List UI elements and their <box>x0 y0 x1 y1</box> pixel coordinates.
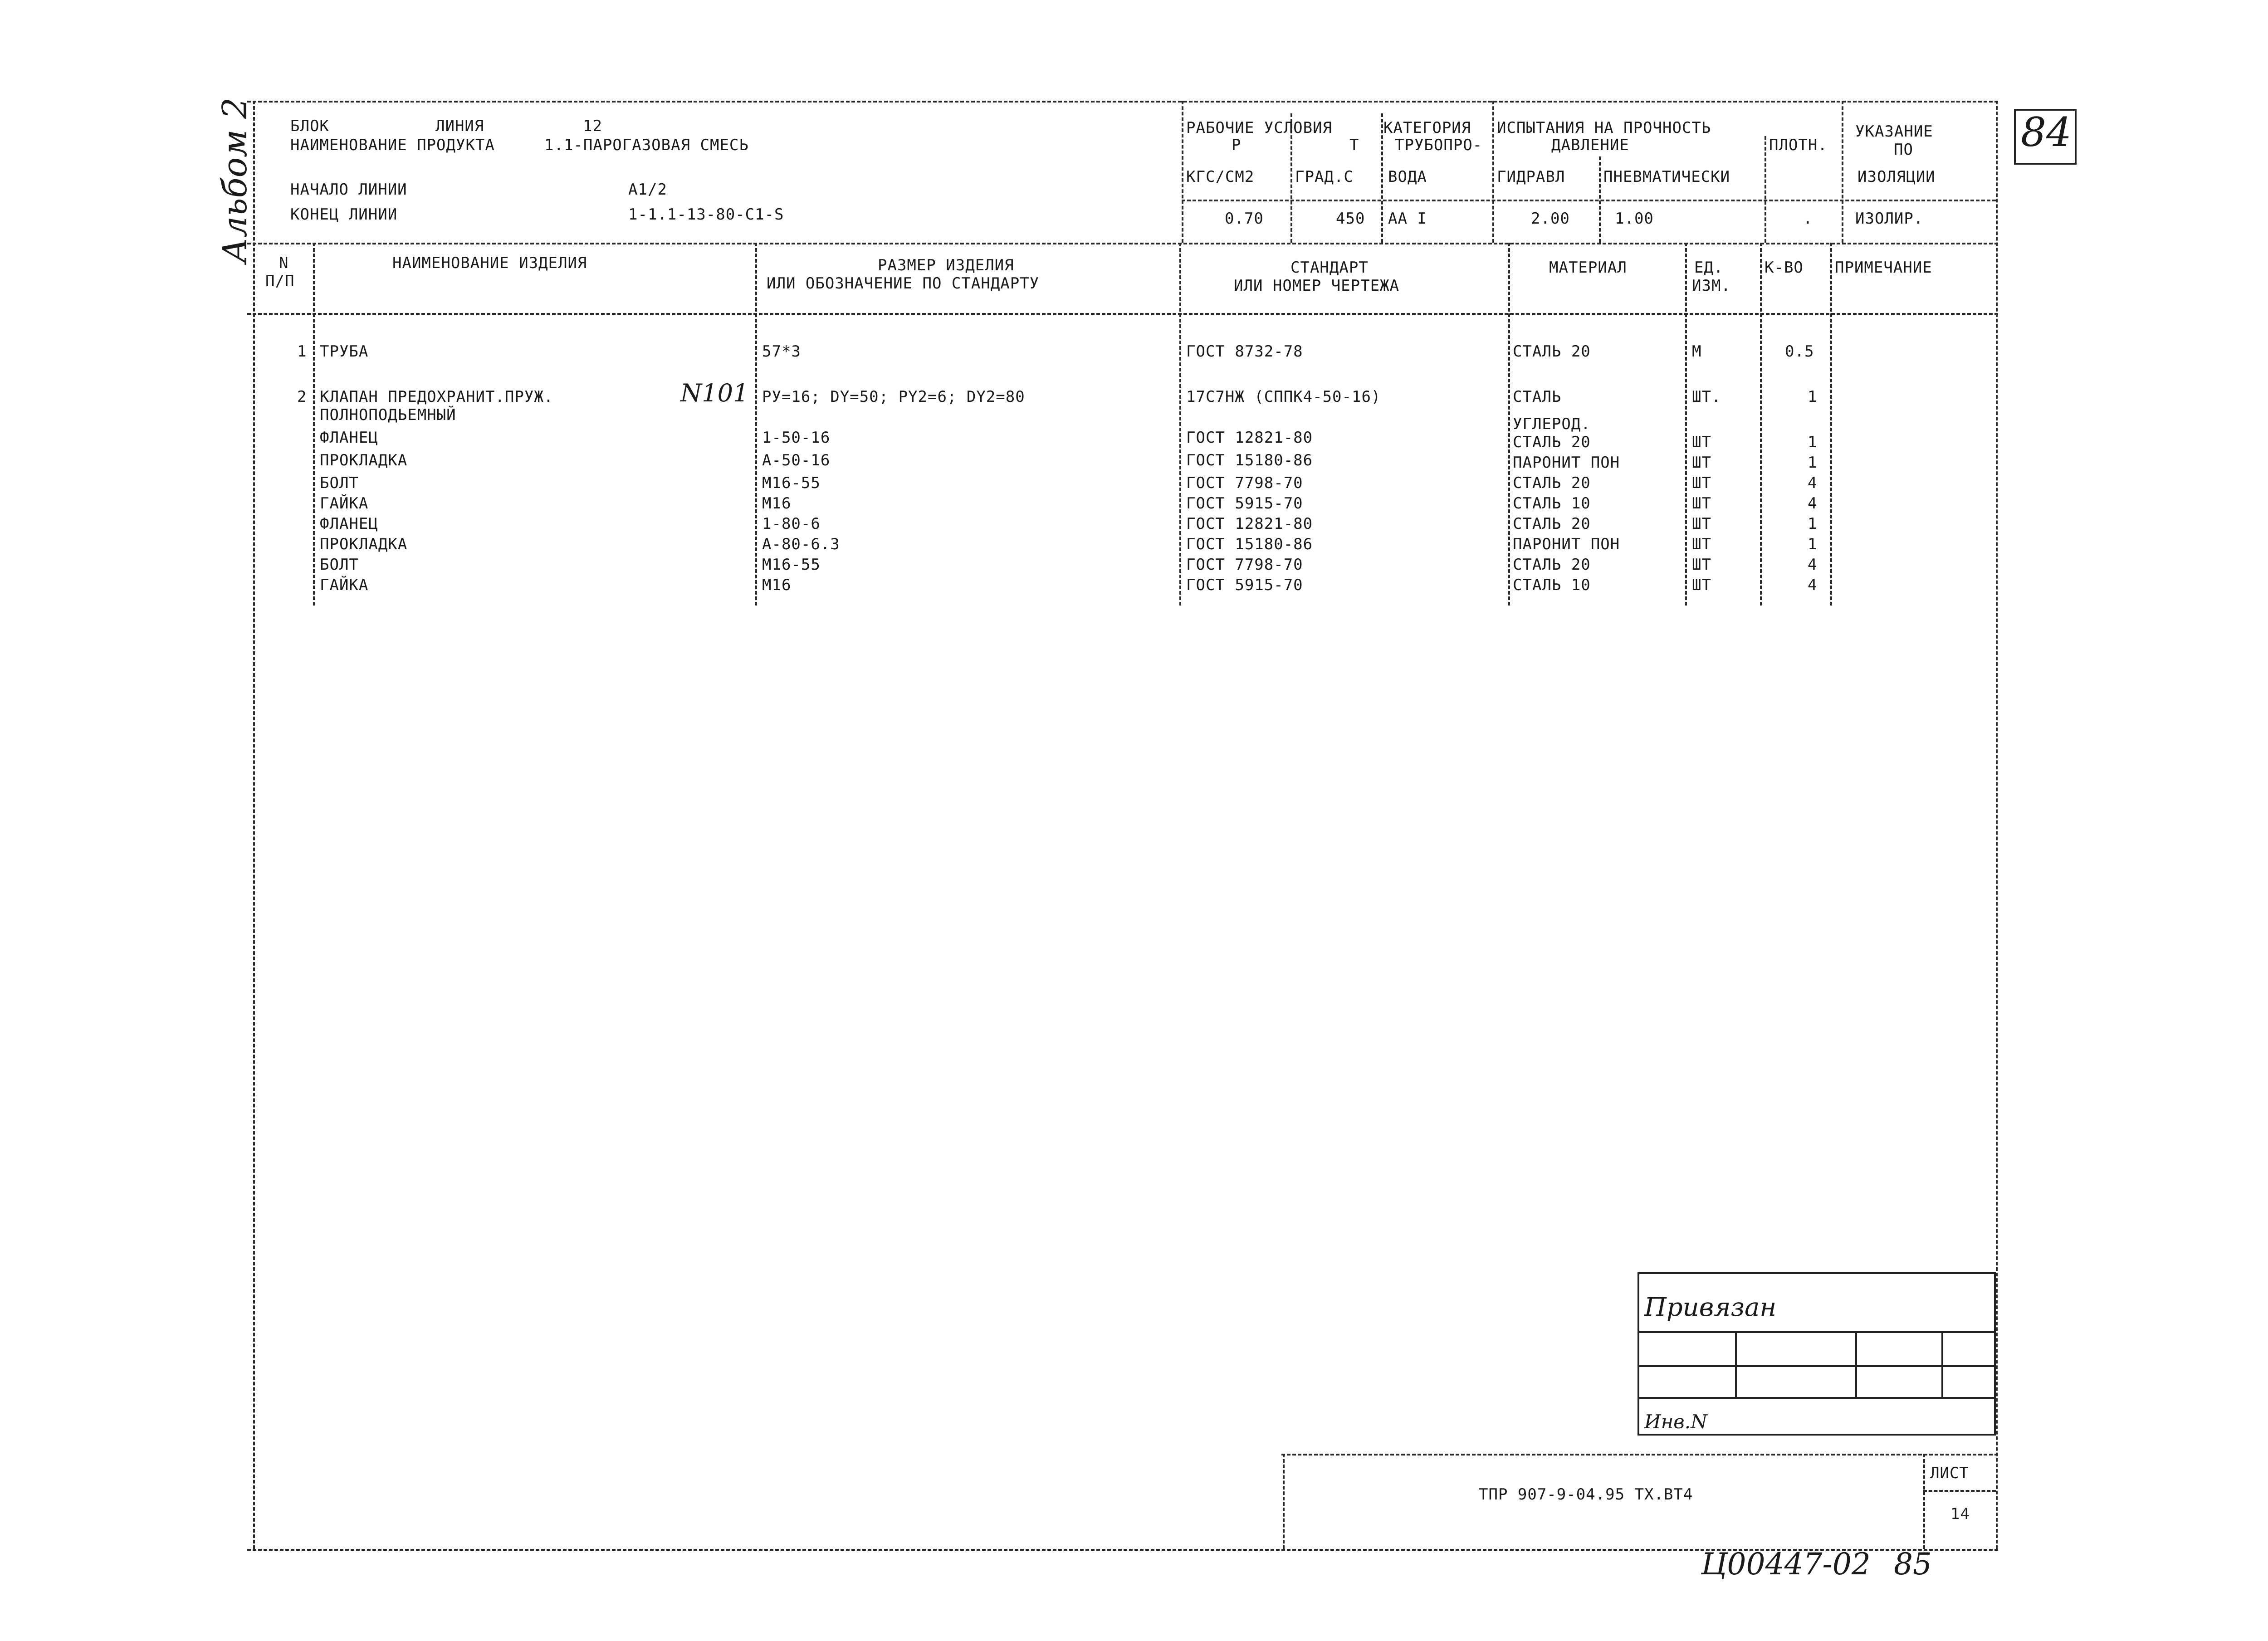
row-material: СТАЛЬ 20 <box>1513 515 1591 533</box>
row-material: СТАЛЬ 20 <box>1513 556 1591 574</box>
row-name: ГАЙКА <box>320 576 369 594</box>
row-unit: ШТ <box>1692 576 1711 594</box>
row-std: ГОСТ 8732-78 <box>1186 342 1303 361</box>
stamp-line-3 <box>1637 1397 1996 1399</box>
row-std: ГОСТ 15180-86 <box>1186 535 1313 553</box>
col-qty: К-ВО <box>1765 259 1804 277</box>
product-value: 1.1-ПАРОГАЗОВАЯ СМЕСЬ <box>544 136 749 154</box>
col-div-std <box>1508 243 1510 606</box>
row-size: М16-55 <box>762 474 821 492</box>
col-std-2: ИЛИ НОМЕР ЧЕРТЕЖА <box>1234 277 1399 295</box>
row-qty: 0.5 <box>1785 342 1814 361</box>
col-div-size <box>1179 243 1181 606</box>
row-unit: М <box>1692 342 1702 361</box>
row-qty: 1 <box>1808 388 1818 406</box>
stamp-sheet-left <box>1923 1454 1925 1549</box>
row-qty: 4 <box>1808 556 1818 574</box>
row-std: ГОСТ 5915-70 <box>1186 576 1303 594</box>
col-div-mat <box>1685 243 1687 606</box>
row-name: ГАЙКА <box>320 494 369 513</box>
line-value: 12 <box>583 117 602 135</box>
row-std: ГОСТ 12821-80 <box>1186 429 1313 447</box>
insulation-value: ИЗОЛИР. <box>1855 210 1924 228</box>
sheet-number-bottom: 85 <box>1894 1547 1932 1582</box>
row-std: ГОСТ 12821-80 <box>1186 515 1313 533</box>
hdr-div-ins <box>1842 101 1843 243</box>
row-unit: ШТ <box>1692 433 1711 451</box>
row-size: 1-50-16 <box>762 429 831 447</box>
start-value: А1/2 <box>628 181 667 199</box>
p-unit: КГС/СМ2 <box>1186 168 1255 186</box>
col-size-1: РАЗМЕР ИЗДЕЛИЯ <box>878 256 1014 274</box>
start-label: НАЧАЛО ЛИНИИ <box>290 181 407 199</box>
stamp-inv-label: Инв.N <box>1644 1411 1707 1433</box>
row-size: М16-55 <box>762 556 821 574</box>
row-material: ПАРОНИТ ПОН <box>1513 454 1620 472</box>
row-material: СТАЛЬ <box>1513 388 1562 406</box>
row-name: КЛАПАН ПРЕДОХРАНИТ.ПРУЖ. <box>320 388 554 406</box>
row-name: ПРОКЛАДКА <box>320 451 408 469</box>
work-cond-title: РАБОЧИЕ УСЛОВИЯ <box>1186 119 1333 137</box>
p-label: Р <box>1232 136 1242 154</box>
row-size: А-80-6.3 <box>762 535 840 553</box>
row-name: ПРОКЛАДКА <box>320 535 408 553</box>
row-std: ГОСТ 5915-70 <box>1186 494 1303 513</box>
row-material: ПАРОНИТ ПОН <box>1513 535 1620 553</box>
row-name: ФЛАНЕЦ <box>320 429 378 447</box>
row-material: УГЛЕРОД. <box>1513 415 1591 433</box>
t-label: Т <box>1349 136 1359 154</box>
row-material: СТАЛЬ 20 <box>1513 474 1591 492</box>
frame-top <box>247 101 1998 103</box>
row-std: ГОСТ 7798-70 <box>1186 556 1303 574</box>
row-material: СТАЛЬ 20 <box>1513 342 1591 361</box>
row-size: А-50-16 <box>762 451 831 469</box>
frame-left <box>253 101 255 1549</box>
test-density: ПЛОТН. <box>1769 136 1828 154</box>
t-unit: ГРАД.С <box>1295 168 1354 186</box>
frame-header-bottom <box>247 243 1998 244</box>
row-unit: ШТ <box>1692 494 1711 513</box>
row-num: 2 <box>297 388 307 406</box>
row-qty: 1 <box>1808 515 1818 533</box>
row-size: М16 <box>762 576 792 594</box>
hdr-div-t <box>1381 113 1383 243</box>
test-hydraulic: ГИДРАВЛ <box>1497 168 1565 186</box>
stamp-col-3 <box>1941 1331 1943 1397</box>
row-unit: ШТ <box>1692 474 1711 492</box>
row-name: ТРУБА <box>320 342 369 361</box>
row-name: БОЛТ <box>320 556 359 574</box>
row-size: М16 <box>762 494 792 513</box>
category-value: АА I <box>1388 210 1427 228</box>
annotation-n101: N101 <box>680 379 749 407</box>
hdr-div-test <box>1492 101 1494 243</box>
row-qty: 4 <box>1808 474 1818 492</box>
archive-code: Ц00447-02 <box>1701 1547 1871 1582</box>
stamp-sheet-label: ЛИСТ <box>1930 1464 1969 1482</box>
category-sub2: ВОДА <box>1388 168 1427 186</box>
row-std: ГОСТ 7798-70 <box>1186 474 1303 492</box>
col-unit-1: ЕД. <box>1694 259 1724 277</box>
pneumatic-value: 1.00 <box>1615 210 1654 228</box>
hydraulic-value: 2.00 <box>1531 210 1570 228</box>
row-unit: ШТ <box>1692 556 1711 574</box>
col-num-1: N <box>279 254 289 272</box>
col-div-unit <box>1760 243 1762 606</box>
density-value: . <box>1803 210 1813 228</box>
row-unit: ШТ <box>1692 535 1711 553</box>
col-div-name <box>755 243 757 606</box>
col-size-2: ИЛИ ОБОЗНАЧЕНИЕ ПО СТАНДАРТУ <box>767 274 1040 293</box>
product-label: НАИМЕНОВАНИЕ ПРОДУКТА <box>290 136 495 154</box>
row-std: ГОСТ 15180-86 <box>1186 451 1313 469</box>
row-qty: 1 <box>1808 454 1818 472</box>
stamp-sheet-mid <box>1923 1490 1996 1492</box>
block-label: БЛОК <box>290 117 329 135</box>
album-label: Альбом 2 <box>215 97 254 263</box>
row-qty: 4 <box>1808 494 1818 513</box>
row-std: 17С7НЖ (СППК4-50-16) <box>1186 388 1381 406</box>
row-name: БОЛТ <box>320 474 359 492</box>
col-div-num <box>313 243 315 606</box>
stamp-sheet-value: 14 <box>1950 1505 1970 1523</box>
category-sub1: ТРУБОПРО- <box>1395 136 1483 154</box>
row-unit: ШТ. <box>1692 388 1721 406</box>
hdr-div-workcond <box>1182 101 1183 243</box>
test-pneumatic: ПНЕВМАТИЧЕСКИ <box>1603 168 1730 186</box>
frame-colheader-bottom <box>247 313 1998 315</box>
col-name: НАИМЕНОВАНИЕ ИЗДЕЛИЯ <box>392 254 587 272</box>
col-div-qty <box>1830 243 1832 606</box>
insulation-sub2: ИЗОЛЯЦИИ <box>1857 168 1936 186</box>
row-name: ФЛАНЕЦ <box>320 515 378 533</box>
col-std-1: СТАНДАРТ <box>1290 259 1369 277</box>
col-material: МАТЕРИАЛ <box>1549 259 1627 277</box>
test-title: ИСПЫТАНИЯ НА ПРОЧНОСТЬ <box>1497 119 1711 137</box>
p-value: 0.70 <box>1225 210 1264 228</box>
category-title: КАТЕГОРИЯ <box>1383 119 1471 137</box>
hdr-line-values <box>1182 200 1996 201</box>
row-material: СТАЛЬ 10 <box>1513 494 1591 513</box>
sheet-number-top: 84 <box>2021 109 2072 156</box>
row-size: 1-80-6 <box>762 515 821 533</box>
stamp-col-1 <box>1735 1331 1737 1397</box>
stamp-col-2 <box>1855 1331 1857 1397</box>
t-value: 450 <box>1336 210 1365 228</box>
stamp-doc-code: ТПР 907-9-04.95 ТХ.ВТ4 <box>1479 1485 1693 1504</box>
row-material: СТАЛЬ 10 <box>1513 576 1591 594</box>
row-unit: ШТ <box>1692 454 1711 472</box>
row-size: РУ=16; DY=50; PY2=6; DY2=80 <box>762 388 1025 406</box>
row-unit: ШТ <box>1692 515 1711 533</box>
row-qty: 1 <box>1808 433 1818 451</box>
insulation-title: УКАЗАНИЕ <box>1855 122 1933 141</box>
row-name: ПОЛНОПОДЬЕМНЫЙ <box>320 406 456 424</box>
test-pressure: ДАВЛЕНИЕ <box>1551 136 1629 154</box>
row-num: 1 <box>297 342 307 361</box>
end-label: КОНЕЦ ЛИНИИ <box>290 205 398 224</box>
row-qty: 4 <box>1808 576 1818 594</box>
col-note: ПРИМЕЧАНИЕ <box>1835 259 1932 277</box>
col-num-2: П/П <box>265 272 295 290</box>
row-size: 57*3 <box>762 342 801 361</box>
stamp-title-left <box>1283 1454 1285 1549</box>
row-qty: 1 <box>1808 535 1818 553</box>
row-material: СТАЛЬ 20 <box>1513 433 1591 451</box>
line-label: ЛИНИЯ <box>435 117 484 135</box>
stamp-attached-label: Привязан <box>1644 1293 1777 1322</box>
col-unit-2: ИЗМ. <box>1692 277 1731 295</box>
end-value: 1-1.1-13-80-С1-S <box>628 205 784 224</box>
hdr-div-pneu <box>1765 136 1766 243</box>
stamp-title-top <box>1281 1454 1998 1455</box>
frame-right <box>1996 101 1998 1549</box>
insulation-sub1: ПО <box>1894 141 1913 159</box>
